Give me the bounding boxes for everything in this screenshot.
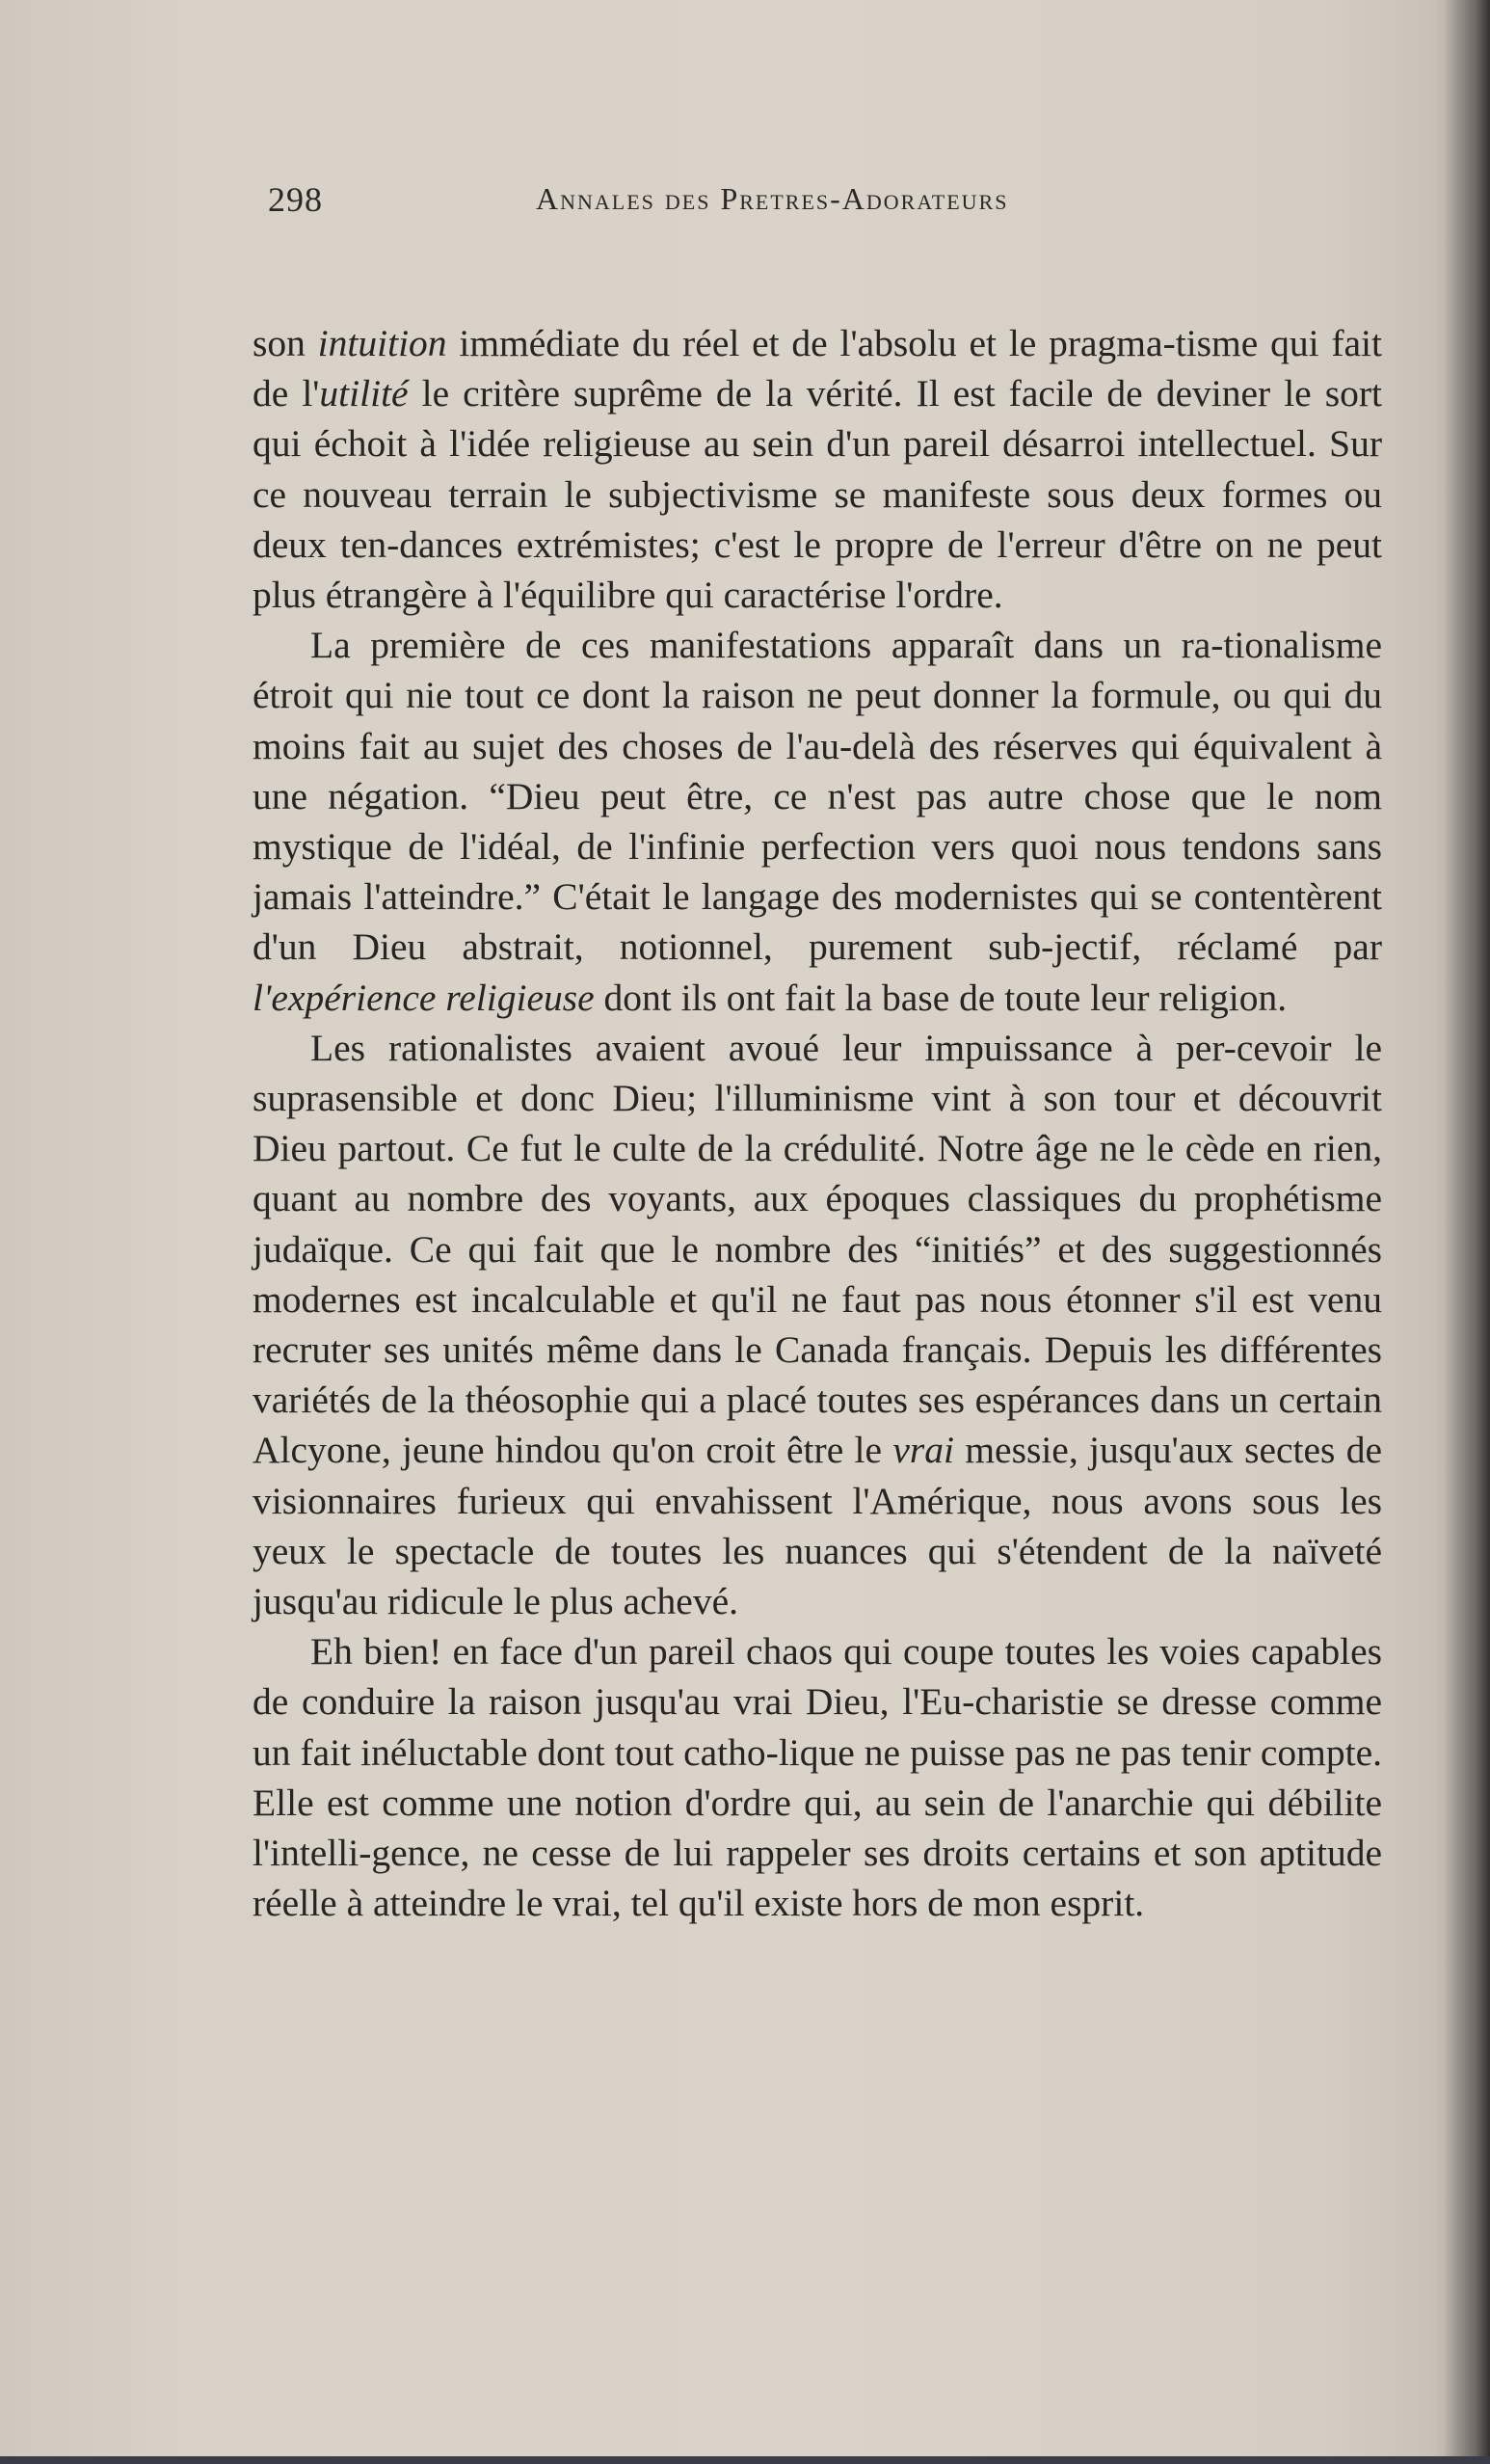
- italic-term: intuition: [317, 322, 447, 364]
- body-text: [253, 318, 1382, 1929]
- text-run: Les rationalistes avaient avoué leur impuissance à per-cevoir le suprasensible et donc Dieu; l'illuminisme vint à son tour et découvrit Dieu partout. Ce fut le culte de la crédulité. Notre âge ne le cède en rien, quant au nombre des voyants, aux époques classiques du prophétisme judaïque. Ce qui fait que le nombre des “initiés” et des suggestionnés modernes est incalculable et qu'il ne faut pas nous étonner s'il est venu recruter ses unités même dans le Canada français. Depuis les différentes variétés de la théosophie qui a placé toutes ses espérances dans un certain Alcyone, jeune hindou qu'on croit être le: [253, 1026, 1382, 1472]
- text-run: son: [253, 322, 318, 364]
- italic-term: vrai: [892, 1429, 954, 1472]
- text-run: immédiate du réel et de l'absolu et le pragma-tisme qui fait de l': [253, 322, 1382, 415]
- text-run: dont ils ont fait la base de toute leur religion.: [594, 976, 1288, 1019]
- text-run: le critère suprême de la vérité. Il est facile de deviner le sort qui échoit à l'idée religieuse au sein d'un pareil désarroi intellectuel. Sur ce nouveau terrain le subjectivisme se manifeste sous deux formes ou deux ten-dances extrémistes; c'est le propre de l'erreur d'être on ne peut plus étrangère à l'équilibre qui caractérise l'ordre.: [253, 372, 1382, 617]
- paragraph-2: [253, 620, 1382, 1023]
- text-run: La première de ces manifestations apparaît dans un ra-tionalisme étroit qui nie tout ce dont la raison ne peut donner la formule, ou qui du moins fait au sujet des choses de l'au-delà des réserves qui équivalent à une négation. “Dieu peut être, ce n'est pas autre chose que le nom mystique de l'idéal, de l'infinie perfection vers quoi nous tendons sans jamais l'atteindre.” C'était le langage des modernistes qui se contentèrent d'un Dieu abstrait, notionnel, purement sub-jectif, réclamé par: [253, 624, 1382, 969]
- paragraph-4: [253, 1626, 1382, 1928]
- italic-term: utilité: [319, 372, 409, 415]
- paragraph-3: [253, 1023, 1382, 1626]
- running-head: [0, 179, 1490, 237]
- bottom-edge: [0, 2456, 1490, 2464]
- spine-shadow: [1444, 0, 1490, 2464]
- text-run: messie, jusqu'aux sectes de visionnaires furieux qui envahissent l'Amérique, nous avons sous les yeux le spectacle de toutes les nuances qui s'étendent de la naïveté jusqu'au ridicule le plus achevé.: [253, 1429, 1382, 1623]
- running-title: Annales des Pretres-Adorateurs: [536, 181, 1009, 216]
- text-run: Eh bien! en face d'un pareil chaos qui coupe toutes les voies capables de conduire la raison jusqu'au vrai Dieu, l'Eu-charistie se dresse comme un fait inéluctable dont tout catho-lique ne puisse pas ne pas tenir compte. Elle est comme une notion d'ordre qui, au sein de l'anarchie qui débilite l'intelli-gence, ne cesse de lui rappeler ses droits certains et son aptitude réelle à atteindre le vrai, tel qu'il existe hors de mon esprit.: [253, 1630, 1382, 1925]
- italic-term: l'expérience religieuse: [253, 976, 595, 1019]
- paragraph-1: [253, 318, 1382, 620]
- page-number: 298: [268, 180, 323, 219]
